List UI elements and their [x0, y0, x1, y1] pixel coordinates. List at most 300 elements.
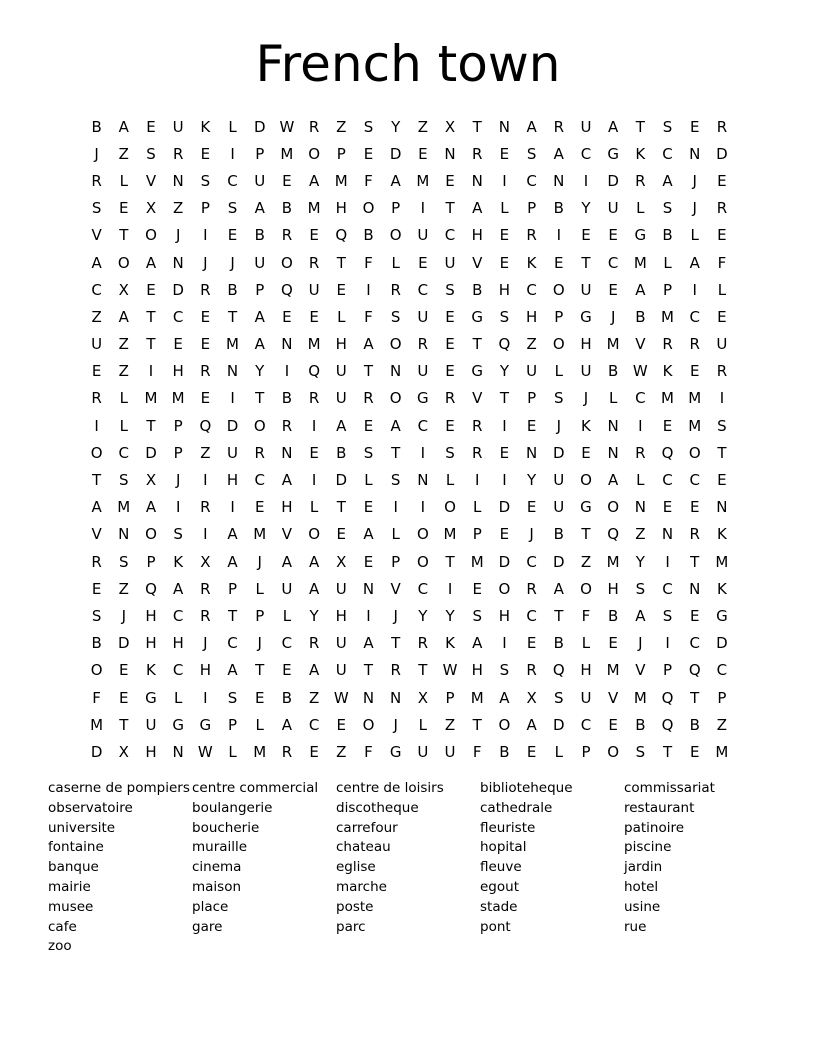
grid-letter: C	[254, 471, 265, 490]
grid-letter: V	[281, 525, 293, 544]
grid-letter: I	[665, 552, 670, 571]
grid-letter: Z	[580, 552, 592, 571]
grid-letter: R	[200, 579, 211, 598]
grid-letter: D	[172, 280, 184, 299]
grid-letter: S	[445, 280, 455, 299]
grid-letter: L	[337, 307, 346, 326]
grid-letter: M	[606, 661, 620, 680]
grid-letter: O	[416, 525, 429, 544]
grid-letter: N	[172, 171, 184, 190]
grid-letter: Q	[661, 688, 674, 707]
grid-letter: R	[716, 362, 728, 381]
grid-letter: I	[203, 525, 208, 544]
grid-letter: P	[717, 688, 727, 707]
grid-letter: D	[716, 144, 728, 163]
grid-letter: J	[529, 525, 534, 544]
grid-letter: T	[119, 715, 129, 734]
grid-letter: C	[689, 471, 700, 490]
grid-letter: A	[689, 253, 700, 272]
grid-letter: Y	[391, 117, 401, 136]
grid-letter: O	[552, 280, 565, 299]
grid-letter: T	[472, 335, 482, 354]
grid-letter: L	[581, 634, 591, 653]
grid-letter: G	[471, 362, 484, 381]
grid-letter: D	[553, 715, 565, 734]
grid-letter: A	[363, 634, 374, 653]
grid-letter: S	[227, 199, 238, 218]
word-list-item: patinoire	[624, 819, 685, 836]
grid-letter: N	[498, 117, 511, 136]
word-list-item: place	[192, 898, 229, 915]
grid-letter: D	[607, 171, 619, 190]
grid-letter: I	[311, 471, 317, 490]
grid-letter: R	[308, 117, 320, 136]
grid-letter: O	[498, 715, 511, 734]
grid-letter: I	[203, 226, 208, 245]
grid-letter: Z	[308, 688, 320, 707]
grid-letter: E	[662, 498, 673, 517]
grid-letter: R	[417, 634, 429, 653]
grid-letter: O	[308, 144, 320, 163]
word-list-item: mairie	[48, 878, 91, 895]
grid-letter: P	[663, 661, 673, 680]
grid-letter: O	[308, 525, 320, 544]
grid-letter: T	[146, 416, 156, 435]
grid-letter: M	[715, 742, 729, 761]
word-list-item: musee	[48, 898, 94, 915]
grid-letter: M	[253, 742, 267, 761]
grid-row	[83, 385, 736, 412]
word-list-item: egout	[480, 878, 519, 895]
grid-row	[83, 358, 736, 385]
grid-letter: I	[230, 144, 235, 163]
grid-letter: U	[526, 362, 538, 381]
grid-letter: C	[281, 634, 293, 653]
grid-letter: V	[472, 389, 483, 408]
grid-letter: H	[145, 742, 157, 761]
grid-letter: U	[553, 498, 565, 517]
word-list-item: observatoire	[48, 799, 133, 816]
grid-letter: K	[445, 634, 455, 653]
grid-letter: K	[581, 416, 591, 435]
grid-letter: A	[499, 688, 510, 707]
grid-row	[83, 113, 736, 140]
grid-letter: P	[146, 552, 156, 571]
grid-letter: K	[635, 144, 646, 163]
grid-letter: N	[634, 498, 646, 517]
grid-letter: L	[228, 117, 237, 136]
grid-letter: S	[119, 471, 129, 490]
grid-letter: X	[145, 471, 157, 490]
grid-letter: L	[228, 742, 237, 761]
grid-letter: E	[608, 226, 618, 245]
grid-row	[83, 331, 736, 358]
grid-letter: E	[418, 144, 428, 163]
grid-letter: H	[335, 199, 347, 218]
grid-letter: I	[502, 171, 507, 190]
grid-letter: E	[717, 171, 727, 190]
grid-letter: P	[581, 742, 591, 761]
grid-letter: B	[553, 199, 564, 218]
grid-letter: E	[608, 280, 618, 299]
grid-letter: E	[689, 362, 700, 381]
grid-letter: E	[717, 307, 727, 326]
grid-letter: I	[420, 498, 426, 517]
grid-letter: V	[390, 579, 401, 598]
grid-letter: P	[663, 280, 673, 299]
grid-letter: E	[499, 144, 510, 163]
grid-letter: J	[203, 253, 208, 272]
grid-letter: N	[471, 171, 483, 190]
grid-letter: U	[281, 579, 293, 598]
grid-letter: Y	[309, 606, 319, 625]
grid-letter: A	[308, 579, 320, 598]
grid-letter: B	[254, 226, 265, 245]
grid-letter: L	[418, 715, 428, 734]
grid-letter: B	[363, 226, 374, 245]
grid-letter: N	[362, 688, 375, 707]
grid-letter: E	[418, 253, 428, 272]
grid-letter: A	[281, 715, 293, 734]
grid-letter: O	[90, 661, 103, 680]
grid-letter: H	[580, 661, 592, 680]
grid-letter: M	[633, 253, 647, 272]
grid-letter: I	[665, 634, 670, 653]
grid-letter: F	[717, 253, 727, 272]
grid-letter: E	[554, 253, 564, 272]
grid-letter: I	[284, 362, 290, 381]
grid-letter: A	[145, 253, 157, 272]
grid-letter: S	[146, 144, 156, 163]
grid-row	[83, 684, 736, 711]
grid-letter: S	[662, 606, 673, 625]
page-title: French town	[255, 35, 561, 93]
grid-letter: E	[254, 498, 265, 517]
grid-letter: R	[308, 389, 320, 408]
grid-letter: E	[146, 117, 156, 136]
grid-letter: A	[308, 171, 320, 190]
grid-letter: I	[203, 471, 208, 490]
grid-letter: Q	[498, 335, 511, 354]
grid-letter: L	[173, 688, 183, 707]
grid-letter: C	[662, 579, 673, 598]
grid-letter: C	[526, 171, 537, 190]
grid-row	[83, 412, 736, 439]
grid-letter: U	[91, 335, 103, 354]
grid-letter: F	[364, 307, 373, 326]
grid-letter: Y	[445, 606, 455, 625]
grid-letter: A	[91, 498, 102, 517]
word-list-item: cinema	[192, 859, 242, 876]
grid-letter: J	[556, 416, 561, 435]
grid-letter: K	[716, 525, 727, 544]
grid-letter: X	[118, 280, 129, 299]
grid-letter: C	[716, 661, 728, 680]
grid-letter: N	[281, 335, 293, 354]
grid-row	[83, 439, 736, 466]
grid-letter: J	[257, 634, 262, 653]
grid-letter: E	[363, 498, 374, 517]
grid-letter: X	[526, 688, 537, 707]
grid-letter: A	[227, 661, 238, 680]
grid-letter: K	[200, 117, 211, 136]
grid-letter: M	[688, 389, 702, 408]
grid-letter: R	[91, 171, 102, 190]
grid-letter: X	[417, 688, 428, 707]
grid-letter: U	[254, 253, 266, 272]
word-list-item: muraille	[192, 839, 248, 856]
grid-letter: R	[200, 498, 211, 517]
grid-letter: V	[145, 171, 157, 190]
grid-letter: P	[527, 199, 537, 218]
grid-letter: E	[526, 742, 537, 761]
grid-letter: A	[91, 253, 102, 272]
grid-letter: Z	[716, 715, 728, 734]
grid-letter: S	[717, 416, 727, 435]
grid-letter: U	[335, 389, 347, 408]
grid-letter: I	[583, 171, 589, 190]
grid-letter: F	[364, 742, 373, 761]
grid-letter: R	[363, 389, 374, 408]
grid-letter: P	[255, 280, 265, 299]
grid-letter: E	[581, 443, 591, 462]
grid-letter: B	[281, 199, 293, 218]
grid-letter: C	[227, 171, 238, 190]
grid-letter: X	[336, 552, 347, 571]
grid-letter: J	[257, 552, 262, 571]
grid-letter: H	[607, 579, 619, 598]
grid-letter: I	[230, 389, 235, 408]
grid-letter: I	[475, 471, 480, 490]
grid-letter: Z	[336, 117, 347, 136]
grid-letter: T	[391, 443, 401, 462]
grid-letter: L	[119, 389, 128, 408]
grid-letter: P	[527, 389, 537, 408]
grid-letter: L	[663, 253, 672, 272]
word-list-item: hotel	[624, 878, 659, 895]
grid-letter: T	[499, 389, 509, 408]
grid-letter: C	[689, 634, 700, 653]
grid-letter: S	[472, 606, 482, 625]
grid-letter: Q	[688, 661, 701, 680]
grid-letter: U	[335, 579, 347, 598]
grid-letter: O	[498, 579, 511, 598]
grid-letter: A	[145, 498, 157, 517]
grid-row	[83, 222, 736, 249]
grid-letter: Z	[417, 117, 428, 136]
grid-letter: M	[226, 335, 239, 354]
grid-letter: L	[119, 171, 128, 190]
grid-letter: E	[526, 416, 537, 435]
grid-letter: S	[526, 144, 537, 163]
grid-letter: N	[172, 742, 184, 761]
grid-letter: O	[117, 253, 130, 272]
grid-letter: N	[607, 443, 619, 462]
grid-letter: V	[635, 661, 646, 680]
grid-letter: S	[662, 199, 673, 218]
grid-letter: Z	[118, 335, 129, 354]
grid-letter: D	[335, 471, 348, 490]
grid-letter: M	[307, 335, 321, 354]
grid-letter: E	[445, 171, 455, 190]
grid-letter: J	[610, 307, 616, 326]
grid-letter: D	[553, 552, 565, 571]
grid-letter: I	[366, 280, 371, 299]
grid-letter: L	[309, 498, 319, 517]
grid-letter: L	[282, 606, 292, 625]
grid-letter: Y	[581, 199, 591, 218]
grid-row	[83, 466, 736, 493]
word-list-item: banque	[48, 859, 99, 876]
grid-letter: R	[200, 280, 211, 299]
grid-letter: E	[309, 226, 319, 245]
grid-letter: O	[90, 443, 103, 462]
grid-letter: U	[417, 362, 429, 381]
grid-letter: M	[606, 552, 620, 571]
word-list-item: cathedrale	[480, 799, 553, 816]
grid-letter: B	[91, 634, 102, 653]
grid-letter: A	[336, 416, 347, 435]
grid-letter: R	[662, 335, 673, 354]
grid-letter: N	[444, 144, 456, 163]
grid-letter: E	[445, 362, 455, 381]
grid-letter: R	[526, 661, 537, 680]
grid-letter: C	[417, 280, 429, 299]
grid-letter: I	[502, 416, 507, 435]
grid-letter: W	[333, 688, 349, 707]
grid-letter: T	[472, 715, 482, 734]
grid-letter: G	[634, 226, 647, 245]
grid-letter: J	[175, 226, 181, 245]
grid-letter: N	[553, 171, 565, 190]
grid-letter: E	[146, 280, 156, 299]
grid-letter: O	[552, 335, 565, 354]
grid-letter: E	[608, 715, 618, 734]
grid-letter: C	[662, 471, 673, 490]
grid-letter: A	[608, 117, 619, 136]
grid-letter: T	[690, 688, 700, 707]
grid-letter: L	[608, 389, 618, 408]
grid-letter: E	[336, 715, 347, 734]
grid-letter: T	[717, 443, 727, 462]
grid-letter: B	[553, 525, 564, 544]
grid-letter: A	[553, 144, 564, 163]
grid-letter: L	[119, 416, 128, 435]
grid-letter: K	[146, 661, 156, 680]
grid-letter: T	[445, 552, 455, 571]
grid-letter: J	[393, 715, 398, 734]
grid-letter: O	[145, 525, 157, 544]
grid-letter: I	[719, 389, 725, 408]
grid-letter: W	[279, 117, 295, 136]
grid-letter: A	[472, 199, 483, 218]
grid-letter: C	[172, 661, 184, 680]
grid-letter: E	[91, 579, 102, 598]
word-list-item: poste	[336, 898, 374, 915]
grid-letter: B	[635, 307, 646, 326]
grid-letter: J	[121, 606, 126, 625]
grid-row	[83, 657, 736, 684]
grid-letter: L	[554, 742, 563, 761]
grid-letter: Y	[255, 362, 265, 381]
grid-letter: E	[689, 606, 700, 625]
grid-letter: I	[366, 606, 371, 625]
grid-letter: W	[632, 362, 648, 381]
grid-letter: A	[118, 117, 129, 136]
grid-letter: E	[200, 335, 211, 354]
grid-letter: E	[689, 498, 700, 517]
grid-letter: V	[608, 688, 619, 707]
grid-letter: R	[553, 117, 564, 136]
grid-letter: B	[336, 443, 347, 462]
grid-letter: R	[281, 416, 293, 435]
grid-letter: T	[418, 661, 428, 680]
grid-letter: U	[227, 443, 239, 462]
grid-letter: E	[499, 525, 510, 544]
grid-letter: G	[145, 688, 157, 707]
grid-letter: I	[203, 688, 208, 707]
grid-letter: P	[173, 443, 183, 462]
grid-letter: E	[608, 634, 618, 653]
grid-letter: H	[335, 606, 347, 625]
grid-letter: E	[717, 471, 727, 490]
grid-letter: E	[445, 307, 455, 326]
grid-letter: E	[282, 307, 292, 326]
grid-letter: B	[608, 362, 619, 381]
grid-letter: U	[553, 471, 565, 490]
grid-letter: S	[554, 688, 564, 707]
word-list-item: hopital	[480, 839, 527, 856]
grid-letter: U	[308, 280, 320, 299]
grid-letter: C	[580, 715, 592, 734]
grid-letter: A	[227, 525, 238, 544]
grid-letter: A	[281, 552, 293, 571]
grid-letter: Z	[635, 525, 646, 544]
word-list-item: caserne de pompiers	[48, 780, 190, 796]
grid-letter: B	[553, 634, 564, 653]
grid-letter: T	[472, 117, 482, 136]
grid-letter: F	[364, 171, 373, 190]
grid-letter: P	[391, 552, 401, 571]
grid-letter: A	[254, 307, 265, 326]
grid-letter: G	[389, 742, 402, 761]
word-list-item: biblioteheque	[480, 780, 573, 796]
grid-letter: M	[606, 335, 620, 354]
grid-letter: N	[118, 525, 130, 544]
grid-letter: M	[280, 144, 294, 163]
word-list-item: stade	[480, 898, 518, 915]
grid-letter: E	[309, 443, 319, 462]
word-list-item: eglise	[336, 859, 376, 876]
grid-letter: S	[445, 443, 455, 462]
grid-row	[83, 602, 736, 629]
word-list-item: gare	[192, 918, 223, 935]
grid-letter: V	[635, 335, 646, 354]
grid-letter: L	[255, 715, 264, 734]
grid-letter: E	[200, 144, 211, 163]
grid-letter: I	[148, 362, 154, 381]
grid-letter: S	[91, 199, 102, 218]
grid-letter: M	[416, 171, 430, 190]
grid-letter: O	[607, 498, 620, 517]
grid-letter: T	[336, 498, 346, 517]
grid-letter: Q	[607, 525, 620, 544]
grid-letter: R	[390, 661, 401, 680]
grid-letter: K	[173, 552, 184, 571]
grid-letter: Y	[527, 471, 537, 490]
grid-letter: U	[444, 742, 456, 761]
grid-letter: I	[638, 416, 643, 435]
